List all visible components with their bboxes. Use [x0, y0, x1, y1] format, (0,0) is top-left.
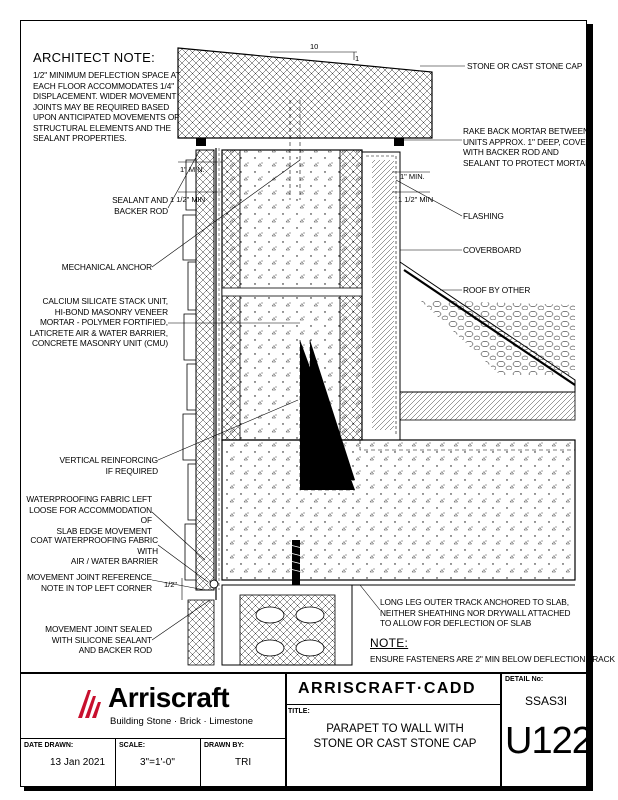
label-track: LONG LEG OUTER TRACK ANCHORED TO SLAB, NEITHER SHEATHING NOR DRYWALL ATTACHED TO ALLOW FOR DEFLECTION OF SLAB [380, 597, 571, 628]
slope-run-dim: 10 [310, 42, 319, 51]
label-fabric: WATERPROOFING FABRIC LEFT LOOSE FOR ACCOMMODATION OF SLAB EDGE MOVEMENT [26, 494, 152, 536]
brand-name: Arriscraft [108, 682, 230, 713]
detail-number: U122 [505, 720, 592, 762]
left-min-dim-2: 1 1/2" MIN [170, 195, 206, 204]
label-flashing: FLASHING [463, 211, 504, 221]
title-block [20, 672, 592, 787]
label-reinforcing: VERTICAL REINFORCING IF REQUIRED [59, 455, 158, 476]
label-cap: STONE OR CAST STONE CAP [467, 61, 583, 71]
concrete-slab [222, 440, 575, 585]
drawn-label: DRAWN BY: [204, 742, 244, 749]
architect-note-title: ARCHITECT NOTE: [33, 50, 155, 65]
flashing [362, 152, 400, 440]
cadd-heading: ARRISCRAFT·CADD [298, 680, 477, 697]
left-min-dim-1: 1" MIN. [180, 165, 205, 174]
label-movement-ref: MOVEMENT JOINT REFERENCE NOTE IN TOP LEFT CORNER [27, 572, 152, 593]
date-label: DATE DRAWN: [24, 742, 74, 749]
architect-note-body: 1/2" MINIMUM DEFLECTION SPACE AT EACH FLOOR ACCOMMODATES 1/4" DISPLACEMENT. WIDER MOVEMENT JOINTS MAY BE REQUIRED BASED UPON ANTICIPATED MOVEMENTS OF STRUCTURAL ELEMENTS AND THE SEALANT PROPERTIES. [33, 70, 181, 143]
drawn-value: TRI [235, 757, 252, 768]
label-coat: COAT WATERPROOFING FABRIC WITH AIR / WATER BARRIER [30, 535, 158, 566]
label-roof: ROOF BY OTHER [463, 285, 531, 295]
sealant-joint-left [196, 138, 206, 146]
right-min-dim-2: 1 1/2" MIN [398, 195, 434, 204]
detail-code: SSAS3I [525, 694, 568, 708]
label-anchor: MECHANICAL ANCHOR [61, 262, 152, 272]
label-movement-sealed: MOVEMENT JOINT SEALED WITH SILICONE SEALANT AND BACKER ROD [45, 624, 152, 655]
label-rake: RAKE BACK MORTAR BETWEEN UNITS APPROX. 1" DEEP, COVER WITH BACKER ROD AND SEALANT TO PROTECT MORTAR [463, 126, 592, 168]
stone-cap [178, 48, 432, 138]
stone-veneer [183, 150, 214, 665]
joint-dim: 1/2" [164, 580, 178, 589]
scale-label: SCALE: [119, 742, 146, 749]
slope-rise-dim: 1 [355, 54, 360, 63]
drawing-title: PARAPET TO WALL WITH STONE OR CAST STONE CAP [313, 723, 477, 750]
note-text: ENSURE FASTENERS ARE 2" MIN BELOW DEFLECTION TRACK [370, 654, 615, 664]
cmu-block [222, 100, 362, 490]
logo-mark-icon [76, 686, 104, 718]
title-label: TITLE: [288, 708, 310, 715]
label-sealant: SEALANT AND BACKER ROD [112, 195, 168, 216]
scale-value: 3"=1'-0" [140, 757, 175, 768]
sealant-joint-right [394, 138, 404, 146]
detail-label: DETAIL No: [505, 676, 544, 683]
label-coverboard: COVERBOARD [463, 245, 522, 255]
right-min-dim-1: 1" MIN. [400, 172, 425, 181]
brand-sub: Building Stone · Brick · Limestone [110, 716, 254, 727]
backer-rod [210, 580, 218, 588]
label-stack: CALCIUM SILICATE STACK UNIT, HI-BOND MASONRY VENEER MORTAR - POLYMER FORTIFIED, LATICRETE AIR & WATER BARRIER, CONCRETE MASONRY UNIT (CMU) [29, 296, 168, 348]
note-title: NOTE: [370, 636, 409, 650]
date-value: 13 Jan 2021 [50, 757, 106, 768]
